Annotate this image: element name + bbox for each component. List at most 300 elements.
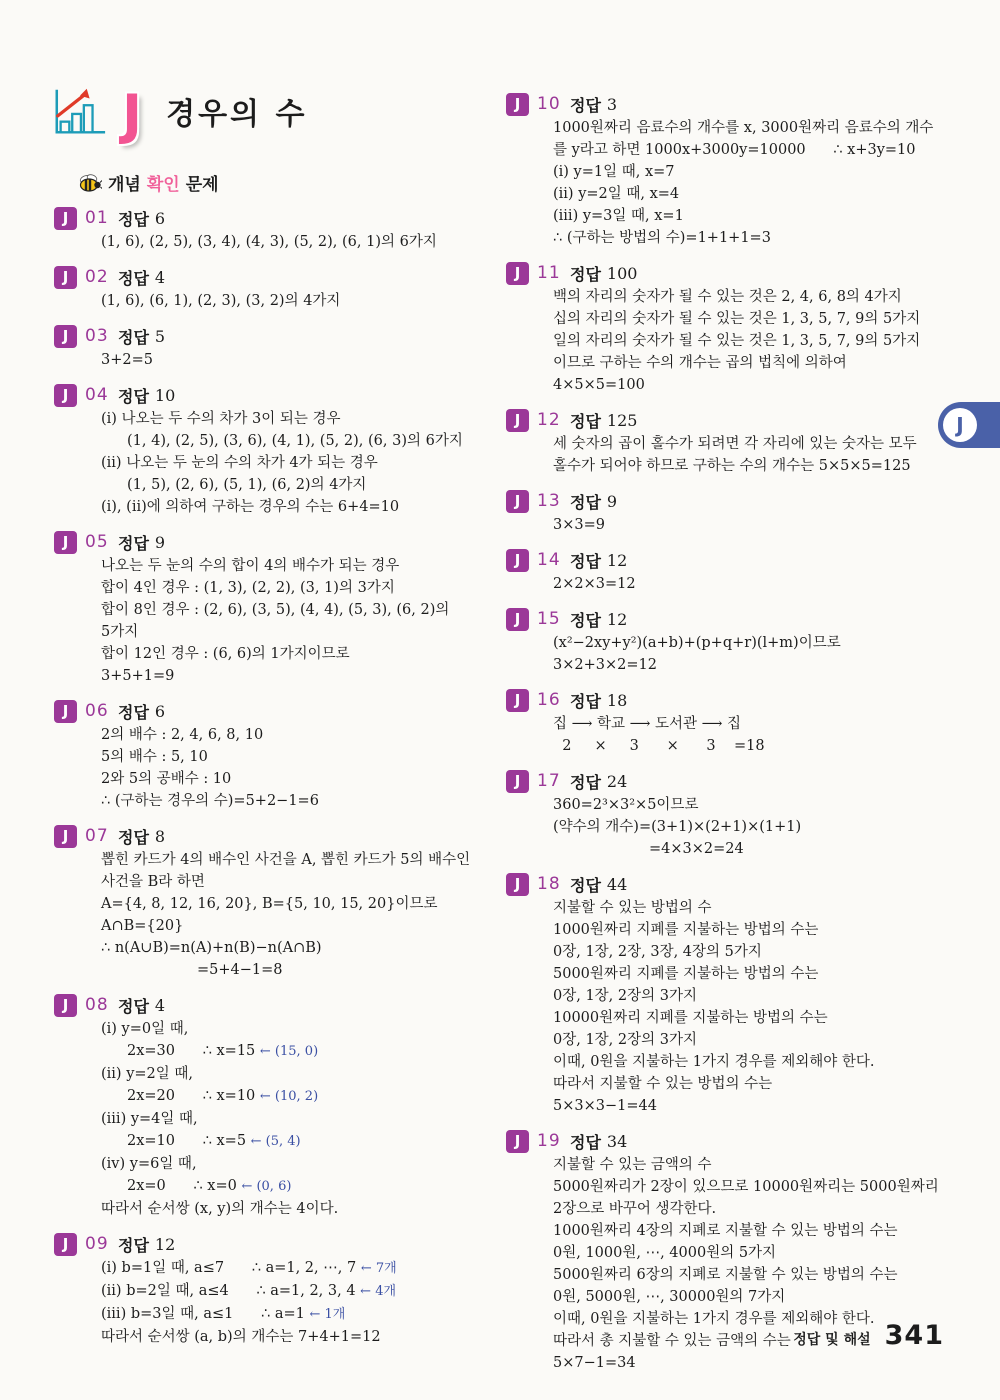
solution-text: 뽑힌 카드가 4의 배수인 사건을 A, 뽑힌 카드가 5의 배수인 bbox=[101, 852, 471, 868]
answer-value: 12 bbox=[606, 550, 628, 570]
problem-J04 bbox=[54, 383, 488, 518]
unit-badge: J bbox=[54, 700, 77, 723]
problem-number: 07 bbox=[85, 826, 109, 846]
answer-label: 정답 bbox=[570, 551, 601, 571]
problem-J06 bbox=[54, 699, 488, 812]
solution-text: 이때, 0원을 지불하는 1가지 경우를 제외해야 한다. bbox=[553, 1054, 875, 1070]
unit-badge: J bbox=[506, 689, 529, 712]
answer-label: 정답 bbox=[118, 533, 149, 553]
solution-text: 0장, 1장, 2장의 3가지 bbox=[553, 988, 697, 1004]
answer-value: 9 bbox=[154, 532, 166, 552]
solution-line bbox=[553, 1007, 940, 1029]
solution-line bbox=[101, 724, 488, 746]
problem-number: 15 bbox=[537, 609, 561, 629]
unit-badge: J bbox=[506, 873, 529, 896]
solution-line bbox=[553, 919, 940, 941]
answer-label: 정답 bbox=[118, 996, 149, 1016]
solution-line bbox=[553, 735, 940, 757]
problem-J15 bbox=[506, 607, 940, 676]
problem-number: 02 bbox=[85, 267, 109, 287]
solution-text: 2 × 3 × 3 =18 bbox=[553, 738, 765, 754]
solution-text: ∴ n(A∪B)=n(A)+n(B)−n(A∩B) bbox=[101, 940, 322, 956]
problem-number: 19 bbox=[537, 1131, 561, 1151]
problem-header bbox=[54, 699, 488, 723]
unit-header bbox=[50, 83, 308, 147]
problem-J17 bbox=[506, 769, 940, 860]
problem-number: 04 bbox=[85, 385, 109, 405]
solution-text: 0장, 1장, 2장, 3장, 4장의 5가지 bbox=[553, 944, 762, 960]
solution-line bbox=[553, 1264, 940, 1286]
annotation-note: ← (0, 6) bbox=[241, 1179, 292, 1194]
solution-text: 0장, 1장, 2장의 3가지 bbox=[553, 1032, 697, 1048]
solution-body bbox=[553, 713, 940, 757]
bee-icon bbox=[76, 173, 102, 193]
section-highlight: 확인 bbox=[146, 175, 180, 195]
solution-line bbox=[101, 643, 488, 665]
solution-text: 1000원짜리 4장의 지폐로 지불할 수 있는 방법의 수는 bbox=[553, 1223, 898, 1239]
solution-body bbox=[553, 794, 940, 860]
problem-J02 bbox=[54, 265, 488, 312]
problem-J07 bbox=[54, 824, 488, 981]
solution-body bbox=[553, 286, 940, 396]
solution-text: 3+2=5 bbox=[101, 352, 153, 368]
problem-J01 bbox=[54, 206, 488, 253]
solution-text: 이므로 구하는 수의 개수는 곱의 법칙에 의하여 bbox=[553, 355, 847, 371]
solution-body bbox=[553, 632, 940, 676]
unit-side-tab bbox=[938, 402, 1000, 448]
solution-body bbox=[101, 1257, 488, 1348]
solution-text: 3+5+1=9 bbox=[101, 668, 175, 684]
answer-value: 125 bbox=[606, 410, 638, 430]
solution-line bbox=[553, 205, 940, 227]
solution-text: (1, 6), (6, 1), (2, 3), (3, 2)의 4가지 bbox=[101, 293, 341, 309]
solution-text: (1, 4), (2, 5), (3, 6), (4, 1), (5, 2), (6, 3)의 6가지 bbox=[127, 433, 463, 449]
solution-text: 3×3=9 bbox=[553, 517, 605, 533]
solution-line bbox=[553, 514, 940, 536]
solution-text: 5×7−1=34 bbox=[553, 1355, 636, 1371]
solution-text: 지불할 수 있는 금액의 수 bbox=[553, 1157, 712, 1173]
solution-text: 홀수가 되어야 하므로 구하는 수의 개수는 5×5×5=125 bbox=[553, 458, 911, 474]
solution-line bbox=[101, 790, 488, 812]
answer-label: 정답 bbox=[118, 827, 149, 847]
problem-header bbox=[506, 688, 940, 712]
solution-text: 사건을 B라 하면 bbox=[101, 874, 205, 890]
solution-body bbox=[553, 433, 940, 477]
solution-line bbox=[101, 1175, 488, 1198]
solution-line bbox=[553, 838, 940, 860]
answer-value: 3 bbox=[606, 94, 618, 114]
solution-text: 0원, 1000원, ⋯, 4000원의 5가지 bbox=[553, 1245, 777, 1261]
solution-line bbox=[101, 1085, 488, 1108]
section-post: 문제 bbox=[185, 175, 219, 195]
solutions-column-left bbox=[54, 206, 488, 1360]
answer-label: 정답 bbox=[570, 875, 601, 895]
answer-label: 정답 bbox=[570, 264, 601, 284]
solution-body bbox=[553, 514, 940, 536]
answer-label: 정답 bbox=[118, 386, 149, 406]
solution-line bbox=[101, 1153, 488, 1175]
solution-text: 0원, 5000원, ⋯, 30000원의 7가지 bbox=[553, 1289, 786, 1305]
solution-text: ∴ (구하는 경우의 수)=5+2−1=6 bbox=[101, 793, 319, 809]
solution-line bbox=[553, 308, 940, 330]
problem-header bbox=[506, 92, 940, 116]
answer-label: 정답 bbox=[570, 492, 601, 512]
solution-text: 십의 자리의 숫자가 될 수 있는 것은 1, 3, 5, 7, 9의 5가지 bbox=[553, 311, 921, 327]
solution-text: 백의 자리의 숫자가 될 수 있는 것은 2, 4, 6, 8의 4가지 bbox=[553, 289, 902, 305]
solution-line bbox=[553, 1073, 940, 1095]
answer-label: 정답 bbox=[118, 702, 149, 722]
solution-text: 2×2×3=12 bbox=[553, 576, 636, 592]
solution-line bbox=[101, 871, 488, 893]
solution-line bbox=[553, 816, 940, 838]
solution-line bbox=[101, 768, 488, 790]
problem-header bbox=[54, 1232, 488, 1256]
answer-value: 100 bbox=[606, 263, 638, 283]
answer-label: 정답 bbox=[570, 610, 601, 630]
solution-body bbox=[101, 724, 488, 812]
solution-text: 지불할 수 있는 방법의 수 bbox=[553, 900, 712, 916]
unit-badge: J bbox=[506, 549, 529, 572]
problem-header bbox=[506, 408, 940, 432]
answer-value: 8 bbox=[154, 826, 166, 846]
solution-text: 합이 8인 경우 : (2, 6), (3, 5), (4, 4), (5, 3), (6, 2)의 bbox=[101, 602, 450, 618]
problem-number: 13 bbox=[537, 491, 561, 511]
solution-line bbox=[553, 794, 940, 816]
answer-label: 정답 bbox=[570, 411, 601, 431]
solution-line bbox=[101, 849, 488, 871]
answer-label: 정답 bbox=[118, 1235, 149, 1255]
solution-line bbox=[101, 1303, 488, 1326]
section-pre: 개념 bbox=[108, 175, 141, 195]
solution-line bbox=[101, 1018, 488, 1040]
solution-line bbox=[553, 654, 940, 676]
page-footer bbox=[793, 1320, 944, 1351]
unit-badge: J bbox=[54, 825, 77, 848]
solution-text: (약수의 개수)=(3+1)×(2+1)×(1+1) bbox=[553, 819, 802, 835]
solution-text: 따라서 지불할 수 있는 방법의 수는 bbox=[553, 1076, 773, 1092]
unit-badge: J bbox=[506, 770, 529, 793]
problem-number: 18 bbox=[537, 874, 561, 894]
solution-text: 집 ⟶ 학교 ⟶ 도서관 ⟶ 집 bbox=[553, 716, 742, 732]
solution-line bbox=[553, 455, 940, 477]
solution-line bbox=[553, 433, 940, 455]
solution-text: (x²−2xy+y²)(a+b)+(p+q+r)(l+m)이므로 bbox=[553, 635, 841, 651]
problem-number: 01 bbox=[85, 208, 109, 228]
solution-text: 10000원짜리 지폐를 지불하는 방법의 수는 bbox=[553, 1010, 828, 1026]
annotation-note: ← 1개 bbox=[309, 1307, 346, 1322]
solution-text: =4×3×2=24 bbox=[649, 841, 744, 857]
answer-value: 12 bbox=[606, 609, 628, 629]
problem-number: 16 bbox=[537, 690, 561, 710]
unit-badge: J bbox=[54, 994, 77, 1017]
solution-text: 합이 12인 경우 : (6, 6)의 1가지이므로 bbox=[101, 646, 350, 662]
problem-header bbox=[54, 530, 488, 554]
solution-body bbox=[101, 231, 488, 253]
solution-text: (iii) y=3일 때, x=1 bbox=[553, 208, 684, 224]
answer-value: 44 bbox=[606, 874, 628, 894]
annotation-note: ← (5, 4) bbox=[250, 1134, 301, 1149]
solution-line bbox=[553, 161, 940, 183]
problem-header bbox=[54, 206, 488, 230]
solution-text: (iv) y=6일 때, bbox=[101, 1156, 197, 1172]
solution-text: 4×5×5=100 bbox=[553, 377, 645, 393]
side-tab-letter: J bbox=[943, 408, 977, 442]
answer-label: 정답 bbox=[118, 209, 149, 229]
solution-text: 1000원짜리 음료수의 개수를 x, 3000원짜리 음료수의 개수 bbox=[553, 120, 934, 136]
solution-line bbox=[101, 349, 488, 371]
solution-text: (1, 6), (2, 5), (3, 4), (4, 3), (5, 2), (6, 1)의 6가지 bbox=[101, 234, 437, 250]
solution-line bbox=[101, 1257, 488, 1280]
solution-text: (ii) y=2일 때, x=4 bbox=[553, 186, 680, 202]
solution-text: 2의 배수 : 2, 4, 6, 8, 10 bbox=[101, 727, 264, 743]
solution-text: 5가지 bbox=[101, 624, 139, 640]
solution-text: ∴ (구하는 방법의 수)=1+1+1=3 bbox=[553, 230, 771, 246]
solution-line bbox=[553, 139, 940, 161]
solution-line bbox=[553, 941, 940, 963]
solution-line bbox=[553, 374, 940, 396]
solution-text: 따라서 순서쌍 (a, b)의 개수는 7+4+1=12 bbox=[101, 1329, 381, 1345]
answer-value: 12 bbox=[154, 1234, 176, 1254]
answer-label: 정답 bbox=[118, 268, 149, 288]
solution-line bbox=[553, 1051, 940, 1073]
problem-header bbox=[506, 489, 940, 513]
solution-text: 를 y라고 하면 1000x+3000y=10000 ∴ x+3y=10 bbox=[553, 142, 916, 158]
solution-line bbox=[101, 1108, 488, 1130]
solution-text: (i) b=1일 때, a≤7 ∴ a=1, 2, ⋯, 7 bbox=[101, 1260, 361, 1276]
solution-line bbox=[101, 290, 488, 312]
solution-line bbox=[101, 746, 488, 768]
problem-number: 12 bbox=[537, 410, 561, 430]
problem-number: 06 bbox=[85, 701, 109, 721]
solution-line bbox=[101, 599, 488, 621]
solution-text: 세 숫자의 곱이 홀수가 되려면 각 자리에 있는 숫자는 모두 bbox=[553, 436, 917, 452]
unit-badge: J bbox=[506, 1130, 529, 1153]
solution-body bbox=[553, 573, 940, 595]
problem-header bbox=[54, 824, 488, 848]
solution-text: 2x=20 ∴ x=10 bbox=[127, 1088, 260, 1104]
solution-line bbox=[101, 937, 488, 959]
unit-badge: J bbox=[54, 531, 77, 554]
solution-body bbox=[101, 408, 488, 518]
solution-body bbox=[101, 555, 488, 687]
solution-text: (ii) 나오는 두 눈의 수의 차가 4가 되는 경우 bbox=[101, 455, 378, 471]
solution-body bbox=[553, 897, 940, 1117]
solution-text: 5000원짜리 6장의 지폐로 지불할 수 있는 방법의 수는 bbox=[553, 1267, 898, 1283]
solution-line bbox=[553, 1220, 940, 1242]
solution-line bbox=[553, 183, 940, 205]
solution-line bbox=[553, 117, 940, 139]
solution-text: (1, 5), (2, 6), (5, 1), (6, 2)의 4가지 bbox=[127, 477, 367, 493]
problem-J13 bbox=[506, 489, 940, 536]
answer-value: 24 bbox=[606, 771, 628, 791]
problem-number: 17 bbox=[537, 771, 561, 791]
solution-text: (ii) b=2일 때, a≤4 ∴ a=1, 2, 3, 4 bbox=[101, 1283, 361, 1299]
solution-line bbox=[101, 959, 488, 981]
unit-badge: J bbox=[506, 608, 529, 631]
solution-body bbox=[101, 1018, 488, 1220]
solution-line bbox=[553, 352, 940, 374]
answer-value: 6 bbox=[154, 701, 166, 721]
solution-line bbox=[553, 1198, 940, 1220]
solution-line bbox=[553, 1352, 940, 1374]
solution-line bbox=[101, 496, 488, 518]
solution-text: 합이 4인 경우 : (1, 3), (2, 2), (3, 1)의 3가지 bbox=[101, 580, 395, 596]
solution-text: (i) y=1일 때, x=7 bbox=[553, 164, 675, 180]
answer-label: 정답 bbox=[570, 772, 601, 792]
unit-badge: J bbox=[506, 93, 529, 116]
solution-body bbox=[101, 849, 488, 981]
problem-header bbox=[506, 548, 940, 572]
solution-text: 2장으로 바꾸어 생각한다. bbox=[553, 1201, 717, 1217]
problem-header bbox=[506, 261, 940, 285]
problem-header bbox=[54, 265, 488, 289]
unit-letter-logo: J bbox=[122, 83, 143, 147]
answer-value: 4 bbox=[154, 267, 166, 287]
solution-line bbox=[553, 286, 940, 308]
answer-value: 5 bbox=[154, 326, 166, 346]
solution-text: 나오는 두 눈의 수의 합이 4의 배수가 되는 경우 bbox=[101, 558, 400, 574]
solution-text: 3×2+3×2=12 bbox=[553, 657, 657, 673]
problem-header bbox=[506, 872, 940, 896]
answer-label: 정답 bbox=[570, 691, 601, 711]
problem-number: 03 bbox=[85, 326, 109, 346]
solution-line bbox=[553, 985, 940, 1007]
solution-line bbox=[101, 430, 488, 452]
problem-J03 bbox=[54, 324, 488, 371]
solution-line bbox=[101, 555, 488, 577]
answer-value: 4 bbox=[154, 995, 166, 1015]
solution-line bbox=[553, 897, 940, 919]
unit-badge: J bbox=[54, 266, 77, 289]
solution-text: 이때, 0원을 지불하는 1가지 경우를 제외해야 한다. bbox=[553, 1311, 875, 1327]
solution-line bbox=[553, 227, 940, 249]
solution-text: A∩B={20} bbox=[101, 918, 184, 934]
solution-line bbox=[101, 452, 488, 474]
solution-text: (i), (ii)에 의하여 구하는 경우의 수는 6+4=10 bbox=[101, 499, 400, 515]
bar-chart-growth-icon bbox=[50, 86, 108, 138]
solution-text: (iii) b=3일 때, a≤1 ∴ a=1 bbox=[101, 1306, 310, 1322]
annotation-note: ← (15, 0) bbox=[259, 1044, 319, 1059]
solution-text: 2x=30 ∴ x=15 bbox=[127, 1043, 260, 1059]
solution-body bbox=[101, 290, 488, 312]
solution-line bbox=[553, 1286, 940, 1308]
solution-text: 5×3×3−1=44 bbox=[553, 1098, 657, 1114]
solution-line bbox=[553, 1176, 940, 1198]
problem-number: 05 bbox=[85, 532, 109, 552]
answer-value: 10 bbox=[154, 385, 176, 405]
solution-text: 2와 5의 공배수 : 10 bbox=[101, 771, 232, 787]
unit-badge: J bbox=[506, 409, 529, 432]
solution-line bbox=[101, 1040, 488, 1063]
problem-J10 bbox=[506, 92, 940, 249]
solution-line bbox=[101, 1063, 488, 1085]
unit-badge: J bbox=[54, 207, 77, 230]
solution-line bbox=[553, 1095, 940, 1117]
solution-line bbox=[101, 1326, 488, 1348]
solution-line bbox=[553, 963, 940, 985]
problem-header bbox=[54, 993, 488, 1017]
solution-text: 2x=10 ∴ x=5 bbox=[127, 1133, 251, 1149]
problem-number: 10 bbox=[537, 94, 561, 114]
problem-header bbox=[506, 1129, 940, 1153]
answer-label: 정답 bbox=[570, 95, 601, 115]
solution-line bbox=[553, 1154, 940, 1176]
solution-line bbox=[101, 474, 488, 496]
problem-J14 bbox=[506, 548, 940, 595]
annotation-note: ← 4개 bbox=[360, 1284, 397, 1299]
solution-text: (ii) y=2일 때, bbox=[101, 1066, 193, 1082]
page-title: 경우의 수 bbox=[166, 97, 308, 132]
solution-line bbox=[101, 893, 488, 915]
solution-body bbox=[101, 349, 488, 371]
solution-line bbox=[101, 231, 488, 253]
problem-header bbox=[54, 324, 488, 348]
problem-number: 08 bbox=[85, 995, 109, 1015]
solution-line bbox=[101, 1130, 488, 1153]
solution-line bbox=[553, 330, 940, 352]
solution-text: 5000원짜리 지폐를 지불하는 방법의 수는 bbox=[553, 966, 819, 982]
solution-line bbox=[101, 1198, 488, 1220]
solution-line bbox=[553, 713, 940, 735]
annotation-note: ← (10, 2) bbox=[259, 1089, 319, 1104]
solution-text: 따라서 순서쌍 (x, y)의 개수는 4이다. bbox=[101, 1201, 339, 1217]
solution-line bbox=[553, 1242, 940, 1264]
solution-text: 5000원짜리가 2장이 있으므로 10000원짜리는 5000원짜리 bbox=[553, 1179, 939, 1195]
problem-J09 bbox=[54, 1232, 488, 1348]
unit-badge: J bbox=[506, 262, 529, 285]
problem-J08 bbox=[54, 993, 488, 1220]
annotation-note: ← 7개 bbox=[360, 1261, 397, 1276]
problem-J18 bbox=[506, 872, 940, 1117]
unit-badge: J bbox=[54, 1233, 77, 1256]
solution-text: 1000원짜리 지폐를 지불하는 방법의 수는 bbox=[553, 922, 819, 938]
page-number: 341 bbox=[884, 1320, 944, 1351]
solution-line bbox=[101, 1280, 488, 1303]
solution-text: (iii) y=4일 때, bbox=[101, 1111, 198, 1127]
solution-text: (i) y=0일 때, bbox=[101, 1021, 189, 1037]
problem-J16 bbox=[506, 688, 940, 757]
section-label bbox=[76, 170, 219, 195]
answer-value: 6 bbox=[154, 208, 166, 228]
answer-value: 9 bbox=[606, 491, 618, 511]
solution-line bbox=[101, 915, 488, 937]
solution-line bbox=[101, 408, 488, 430]
answer-label: 정답 bbox=[570, 1132, 601, 1152]
problem-J11 bbox=[506, 261, 940, 396]
problem-J05 bbox=[54, 530, 488, 687]
solution-text: 따라서 총 지불할 수 있는 금액의 수는 bbox=[553, 1333, 791, 1349]
problem-number: 09 bbox=[85, 1234, 109, 1254]
problem-number: 11 bbox=[537, 263, 561, 283]
answer-label: 정답 bbox=[118, 327, 149, 347]
problem-header bbox=[506, 607, 940, 631]
solution-text: =5+4−1=8 bbox=[197, 962, 283, 978]
solution-line bbox=[553, 632, 940, 654]
solution-text: A={4, 8, 12, 16, 20}, B={5, 10, 15, 20}이므로 bbox=[101, 896, 438, 912]
answer-value: 18 bbox=[606, 690, 628, 710]
answer-value: 34 bbox=[606, 1131, 628, 1151]
solutions-column-right bbox=[506, 92, 940, 1386]
unit-badge: J bbox=[54, 325, 77, 348]
solution-text: 2x=0 ∴ x=0 bbox=[127, 1178, 242, 1194]
unit-badge: J bbox=[54, 384, 77, 407]
solution-line bbox=[101, 665, 488, 687]
solution-line bbox=[101, 621, 488, 643]
footer-label: 정답 및 해설 bbox=[793, 1332, 871, 1348]
solution-line bbox=[553, 1029, 940, 1051]
problem-number: 14 bbox=[537, 550, 561, 570]
solution-text: (i) 나오는 두 수의 차가 3이 되는 경우 bbox=[101, 411, 341, 427]
